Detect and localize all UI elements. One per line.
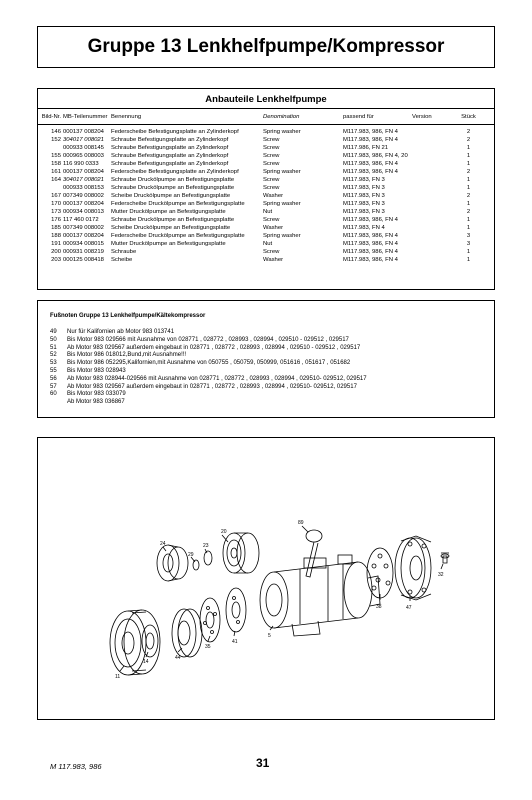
cell-pas: M117.983, 986, FN 4: [343, 249, 398, 255]
cell-den: Screw: [263, 185, 280, 191]
cell-st: 1: [466, 217, 471, 223]
cell-st: 1: [466, 249, 471, 255]
footnotes-list: [38, 325, 494, 407]
cell-pas: M117.983, 986, FN 4: [343, 137, 398, 143]
cell-nr: 170: [51, 201, 61, 207]
cell-mb: 007349 008002: [63, 225, 104, 231]
model-note: M 117.983, 986: [50, 762, 102, 771]
cell-nr: 167: [51, 193, 61, 199]
diagram-label-47: 47: [406, 605, 412, 611]
cell-ben: Federscheibe Druckölpumpe an Befestigungsplatte: [111, 233, 245, 239]
cell-ben: Scheibe Druckölpumpe an Befestigungsplatte: [111, 225, 231, 231]
footnote-number: 56: [50, 375, 57, 382]
table-row: [38, 176, 494, 184]
footnote-text: Bis Motor 983 033079: [67, 391, 126, 398]
cell-pas: M117.983, 986, FN 4: [343, 169, 398, 175]
table-row: [38, 232, 494, 240]
footnote-item: [50, 345, 494, 353]
diagram-label-89: 89: [298, 520, 304, 526]
cell-pas: M117.983, FN 3: [343, 209, 385, 215]
diagram-label-11: 11: [115, 674, 121, 680]
cell-den: Screw: [263, 145, 280, 151]
footnote-item: [50, 368, 494, 376]
cell-st: 3: [466, 233, 471, 239]
header-nr: Bild-Nr.: [38, 109, 62, 125]
footnote-text: Bis Motor 986 052295,Kalifornien,mit Ausnahme von 050755 , 050759, 050999, 051616 , 051617 , 051682: [67, 360, 351, 367]
diagram-label-24: 24: [160, 541, 166, 547]
footnote-text: Bis Motor 983 028943: [67, 367, 126, 374]
cell-ben: Mutter Druckölpumpe an Befestigungsplatte: [111, 209, 226, 215]
cell-ver: [411, 176, 443, 184]
cell-den: Screw: [263, 217, 280, 223]
diagram-label-44: 44: [175, 655, 181, 661]
cell-nr: 155: [51, 153, 61, 159]
cell-den: Nut: [263, 209, 273, 215]
cell-pas: M117.983, 986, FN 4: [343, 161, 398, 167]
cell-mb: 304017 008021: [63, 177, 104, 183]
cell-ver: [411, 248, 443, 256]
cell-mb: 000934 008013: [63, 209, 104, 215]
cell-st: 2: [466, 169, 471, 175]
cell-pas: M117.983, FN 4: [343, 225, 385, 231]
cell-den: Spring washer: [263, 169, 301, 175]
cell-ben: Mutter Druckölpumpe an Befestigungsplatte: [111, 241, 226, 247]
plate-41: [226, 588, 246, 632]
cell-mb: 000137 008204: [63, 129, 104, 135]
cell-mb: 000125 008418: [63, 257, 104, 263]
cell-nr: 191: [51, 241, 61, 247]
footnote-text: Ab Motor 983 029567 außerdem eingebaut in 028771 , 028772 , 028993 , 028994 , 029510- 029512, 029517: [67, 383, 357, 390]
header-stueck: Stück: [443, 109, 494, 125]
table-row: [38, 208, 494, 216]
cell-ben: Federscheibe Druckölpumpe an Befestigungsplatte: [111, 201, 245, 207]
cell-ver: [411, 152, 443, 160]
diagram-label-32: 32: [438, 572, 444, 578]
cell-pas: M117.986, FN 21: [343, 145, 389, 151]
cell-ben: Federscheibe Befestigungsplatte an Zylinderkopf: [111, 129, 239, 135]
footnote-text: Bis Motor 983 029566 mit Ausnahme von 028771 , 028772 , 028993 , 028994 , 029510 - 029512 , 029517: [67, 336, 349, 343]
cell-st: 1: [466, 177, 471, 183]
compressor-body-5: [260, 555, 380, 636]
cell-ben: Schraube Befestigungsplatte an Zylinderkopf: [111, 161, 229, 167]
diagram-label-20: 20: [221, 529, 227, 535]
footnote-item: [50, 360, 494, 368]
cell-nr: 176: [51, 217, 61, 223]
cell-pas: M117.983, 986, FN 4: [343, 233, 398, 239]
cell-den: Screw: [263, 177, 280, 183]
table-row: [38, 136, 494, 144]
cell-ver: [411, 208, 443, 216]
cell-mb: 000965 008003: [63, 153, 104, 159]
cell-ver: [411, 144, 443, 152]
table-row: [38, 248, 494, 256]
cell-nr: 146: [51, 129, 61, 135]
page-number: 31: [256, 756, 270, 770]
cell-mb: 000137 008204: [63, 201, 104, 207]
footnote-text: Bis Motor 986 018012,Bund,mit Ausnahme!!!: [67, 352, 187, 359]
table-row: [38, 125, 494, 137]
header-mb: MB-Teilenummer: [62, 109, 110, 125]
bearing-14: [142, 625, 158, 657]
footnote-item: [50, 376, 494, 384]
cell-nr: 158: [51, 161, 61, 167]
cell-ben: Schraube: [111, 249, 137, 255]
cell-den: Washer: [263, 193, 284, 199]
cell-pas: M117.983, 986, FN 4: [343, 129, 398, 135]
cell-ver: [411, 184, 443, 192]
pulley-11: [110, 610, 160, 675]
table-row: [38, 216, 494, 224]
footnote-number: 49: [50, 329, 57, 335]
cell-st: 1: [466, 153, 471, 159]
diagram-labels: [115, 520, 444, 680]
cell-ben: Schraube Befestigungsplatte an Zylinderkopf: [111, 153, 229, 159]
cell-ben: Schraube Befestigungsplatte an Zylinderkopf: [111, 137, 229, 143]
parts-section-title: Anbauteile Lenkhelfpumpe: [38, 89, 494, 109]
table-row: [38, 256, 494, 264]
cell-st: 1: [466, 225, 471, 231]
cylinder-head-47: [395, 536, 431, 600]
cell-ver: [411, 256, 443, 264]
diagram-label-23: 23: [203, 543, 209, 549]
cell-den: Washer: [263, 257, 284, 263]
cell-den: Nut: [263, 241, 273, 247]
footnote-item: [50, 352, 494, 360]
cell-st: 1: [466, 201, 471, 207]
footnote-text: Nur für Kalifornien ab Motor 983 013741: [67, 329, 175, 335]
page-title: Gruppe 13 Lenkhelfpumpe/Kompressor: [87, 36, 445, 57]
cell-ben: Schraube Befestigungsplatte an Zylinderkopf: [111, 145, 229, 151]
cell-st: 1: [466, 185, 471, 191]
cell-mb: 007349 008002: [63, 193, 104, 199]
clutch-hub-24: [157, 545, 188, 581]
footnote-item: [50, 399, 494, 407]
cell-den: Spring washer: [263, 201, 301, 207]
cell-ver: [411, 216, 443, 224]
footnote-number: 50: [50, 336, 57, 343]
parts-table-box: [37, 88, 495, 290]
cell-pas: M117.983, FN 3: [343, 201, 385, 207]
table-row: [38, 240, 494, 248]
table-row: [38, 168, 494, 176]
footnote-text: Ab Motor 983 029567 außerdem eingebaut in 028771 , 028772 , 028993 , 028994 , 029510 - 029512 , 029517: [67, 344, 361, 351]
cell-den: Washer: [263, 225, 284, 231]
header-denomination: Denomination: [262, 109, 342, 125]
cell-nr: 185: [51, 225, 61, 231]
cell-den: Screw: [263, 161, 280, 167]
cell-pas: M117.983, 986, FN 4: [343, 257, 398, 263]
cell-st: 2: [466, 193, 471, 199]
cell-st: 2: [466, 137, 471, 143]
cell-ben: Scheibe Druckölpumpe an Befestigungsplatte: [111, 193, 231, 199]
cell-nr: 173: [51, 209, 61, 215]
cell-ver: [411, 125, 443, 137]
table-row: [38, 200, 494, 208]
diagram-label-5: 5: [268, 633, 271, 639]
cell-nr: [38, 144, 62, 152]
cell-ben: Schraube Druckölpumpe an Befestigungsplatte: [111, 185, 235, 191]
cell-nr: 203: [51, 257, 61, 263]
cell-mb: 116 990 0333: [63, 161, 99, 167]
table-row: [38, 144, 494, 152]
cell-nr: 152: [51, 137, 61, 143]
ring-29: [193, 560, 199, 570]
title-box: [37, 26, 495, 68]
cell-ver: [411, 232, 443, 240]
exploded-diagram-box: [37, 437, 495, 720]
cell-ben: Scheibe: [111, 257, 133, 263]
footnote-item: [50, 384, 494, 392]
header-benennung: Benennung: [110, 109, 262, 125]
footnote-item: [50, 329, 494, 337]
table-row: [38, 152, 494, 160]
diagram-label-38: 38: [376, 604, 382, 610]
footnotes-box: [37, 300, 495, 418]
cell-nr: 161: [51, 169, 61, 175]
cell-nr: 200: [51, 249, 61, 255]
cell-pas: M117.983, 986, FN 4: [343, 241, 398, 247]
footnote-number: 51: [50, 344, 57, 351]
table-row: [38, 192, 494, 200]
cell-den: Screw: [263, 153, 280, 159]
wrench-89: [306, 530, 322, 577]
cell-ben: Federscheibe Befestigungsplatte an Zylinderkopf: [111, 169, 239, 175]
cell-den: Screw: [263, 137, 280, 143]
cell-mb: 000137 008204: [63, 233, 104, 239]
table-row: [38, 160, 494, 168]
cell-ver: [411, 240, 443, 248]
table-row: [38, 184, 494, 192]
pulley-20: [223, 533, 259, 573]
cell-nr: [38, 184, 62, 192]
cell-ver: [411, 136, 443, 144]
footnote-text: Ab Motor 983 036867: [67, 399, 125, 406]
cell-den: Screw: [263, 249, 280, 255]
footnote-text: Ab Motor 983 028944-029566 mit Ausnahme von 028771 , 028772 , 028993 , 028994 , 029510- 029512, 029517: [67, 375, 367, 382]
cell-st: 3: [466, 241, 471, 247]
header-passend: passend für: [342, 109, 411, 125]
cell-nr: 188: [51, 233, 61, 239]
footnote-number: 52: [50, 352, 57, 359]
parts-table: [38, 109, 494, 264]
footnote-item: [50, 337, 494, 345]
footnote-number: 57: [50, 383, 57, 390]
cell-nr: 164: [51, 177, 61, 183]
footnote-number: 53: [50, 360, 57, 367]
cell-mb: 117 460 0172: [63, 217, 99, 223]
cell-ver: [411, 168, 443, 176]
diagram-label-41: 41: [232, 639, 238, 645]
cell-pas: M117.983, 986, FN 4: [343, 217, 398, 223]
cell-mb: 000933 008145: [63, 145, 104, 151]
ring-23: [204, 551, 212, 565]
header-version: Version: [411, 109, 443, 125]
cell-mb: 000137 008204: [63, 169, 104, 175]
diagram-label-35: 35: [205, 644, 211, 650]
footnote-number: 60: [50, 391, 57, 398]
cell-mb: 000933 008153: [63, 185, 104, 191]
diagram-label-14: 14: [143, 659, 149, 665]
cell-den: Spring washer: [263, 129, 301, 135]
cell-st: 1: [466, 257, 471, 263]
plate-44: [172, 609, 202, 657]
bolt-32: [441, 553, 449, 563]
table-row: [38, 224, 494, 232]
footnote-number: [50, 399, 67, 407]
parts-table-header: [38, 109, 494, 125]
cell-ben: Schraube Druckölpumpe an Befestigungsplatte: [111, 177, 235, 183]
parts-table-body: [38, 125, 494, 265]
cell-pas: M117.983, FN 3: [343, 185, 385, 191]
cell-pas: M117.983, 986, FN 4, 20: [343, 153, 408, 159]
coil-35: [200, 598, 220, 642]
cell-ver: [411, 224, 443, 232]
cell-ver: [411, 192, 443, 200]
cell-ben: Schraube Druckölpumpe an Befestigungsplatte: [111, 217, 235, 223]
cell-ver: [411, 200, 443, 208]
cell-st: 2: [466, 129, 471, 135]
footnote-item: [50, 391, 494, 399]
cell-st: 2: [466, 209, 471, 215]
cell-mb: 000934 008015: [63, 241, 104, 247]
exploded-diagram: [38, 438, 494, 719]
footnote-number: 55: [50, 367, 57, 374]
diagram-label-29: 29: [188, 552, 194, 558]
cell-st: 1: [466, 161, 471, 167]
cell-pas: M117.983, FN 3: [343, 177, 385, 183]
cell-pas: M117.983, FN 3: [343, 193, 385, 199]
cell-den: Spring washer: [263, 233, 301, 239]
valve-plate-38: [367, 548, 393, 598]
cell-st: 1: [466, 145, 471, 151]
footnotes-title: Fußnoten Gruppe 13 Lenkhelfpumpe/Kältekompressor: [50, 313, 206, 319]
cell-mb: 304017 008021: [63, 137, 104, 143]
cell-mb: 000931 008219: [63, 249, 104, 255]
cell-ver: [411, 160, 443, 168]
